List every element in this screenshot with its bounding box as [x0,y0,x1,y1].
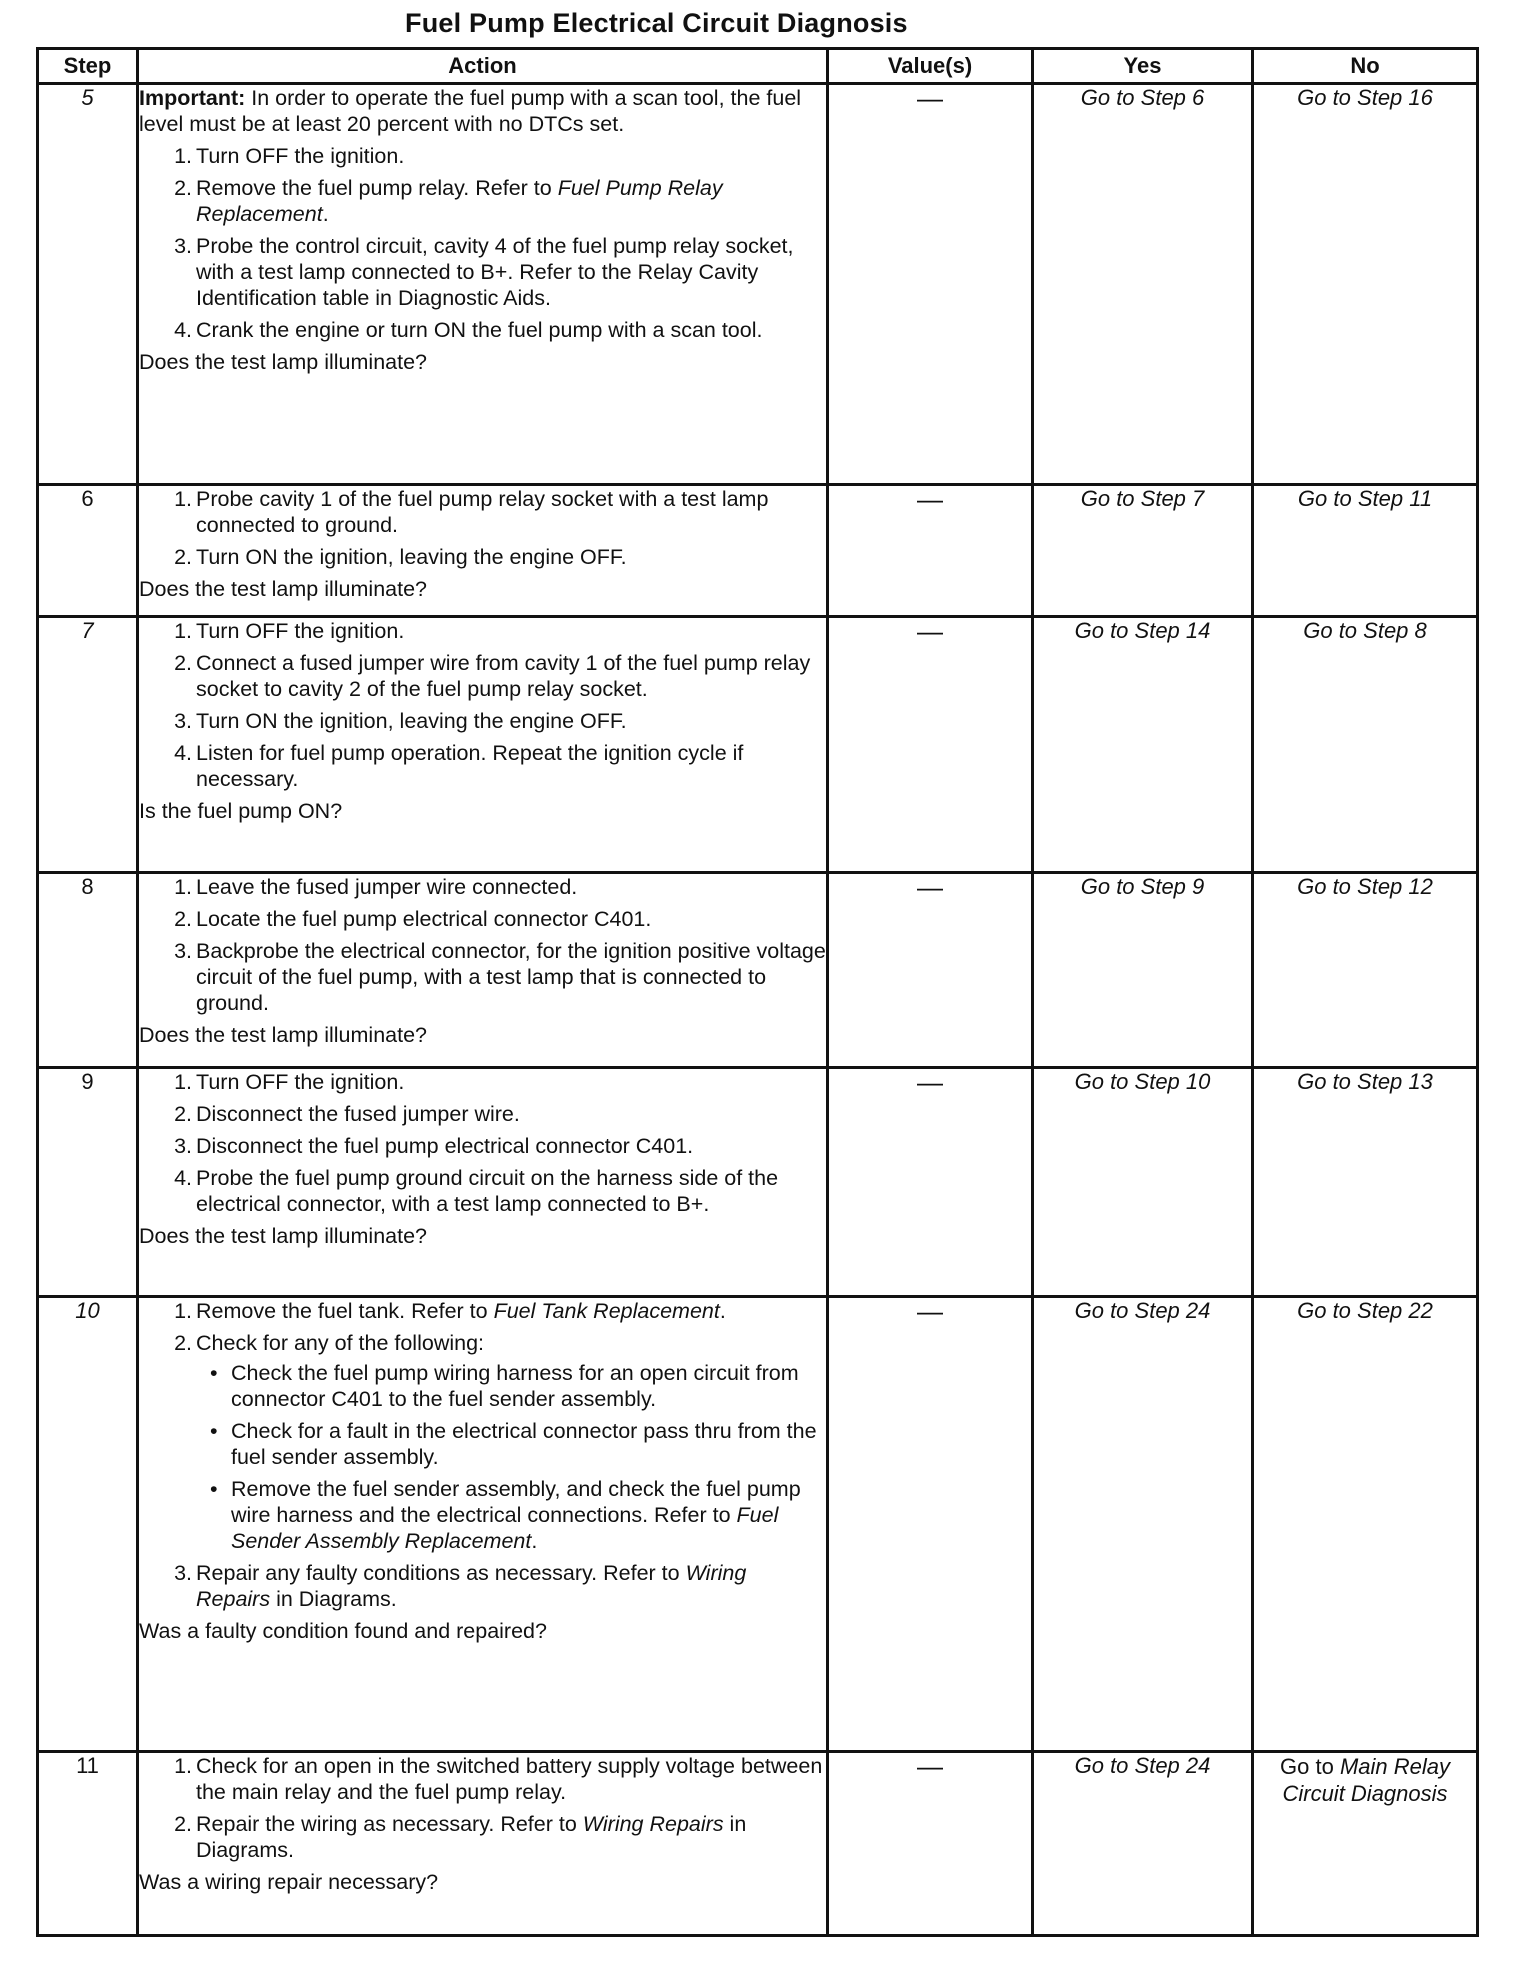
procedure-item [139,1133,826,1159]
value-cell: — [828,84,1033,485]
text-run: . [719,1299,726,1323]
important-note [139,85,826,137]
procedure-item [139,938,826,1016]
item-number: 1. [174,1070,192,1094]
reference-title: Fuel Pump Relay Replacement [196,176,723,226]
item-text [196,1299,726,1323]
value-cell: — [828,1297,1033,1752]
no-link[interactable]: Go to Step 11 [1253,485,1478,617]
text-run: Remove the fuel sender assembly, and check the fuel pump wire harness and the electrical connections. Refer to [231,1477,801,1527]
text-run: Locate the fuel pump electrical connector C401. [196,907,652,931]
procedure-list [139,143,826,343]
text-run: Disconnect the fuel pump electrical connector C401. [196,1134,694,1158]
procedure-item [139,708,826,734]
action-cell [138,1297,828,1752]
diagnosis-table [36,47,1479,1937]
table-row [38,1068,1478,1297]
procedure-list [139,1298,826,1612]
action-cell [138,84,828,485]
text-run: Leave the fused jumper wire connected. [196,875,578,899]
no-link[interactable]: Go to Step 13 [1253,1068,1478,1297]
action-cell [138,873,828,1068]
text-run: . [531,1529,538,1553]
question-text: Does the test lamp illuminate? [139,577,428,601]
text-run: Disconnect the fused jumper wire. [196,1102,520,1126]
text-run: Repair the wiring as necessary. Refer to [196,1812,583,1836]
text-run: Turn ON the ignition, leaving the engine OFF. [196,709,627,733]
item-number: 2. [174,1812,192,1836]
column-header-action: Action [138,49,828,84]
procedure-item [139,1069,826,1095]
item-text [196,741,743,791]
item-text [196,487,768,537]
item-number: 2. [174,907,192,931]
text-run: in Diagrams. [196,1812,747,1862]
yes-link[interactable]: Go to Step 24 [1033,1297,1253,1752]
procedure-item [139,317,826,343]
check-item [196,1360,826,1412]
text-run: Remove the fuel pump relay. Refer to [196,176,558,200]
item-text [196,1812,746,1862]
text-run: Check for an open in the switched battery supply voltage between the main relay and the fuel pump relay. [196,1754,823,1804]
item-text [196,1134,693,1158]
procedure-list [139,874,826,1016]
procedure-list [139,1753,826,1863]
text-run: Repair any faulty conditions as necessary. Refer to [196,1561,686,1585]
item-text [196,545,627,569]
text-run: Go to [1280,1754,1340,1779]
action-cell [138,1752,828,1936]
item-text [196,234,794,310]
reference-title: Main Relay Circuit Diagnosis [1282,1754,1450,1806]
procedure-item [139,1811,826,1863]
text-run: Remove the fuel tank. Refer to [196,1299,494,1323]
item-text [196,1166,778,1216]
item-text [196,709,627,733]
text-run: Turn OFF the ignition. [196,1070,405,1094]
action-cell [138,485,828,617]
step-number: 6 [38,485,138,617]
no-link[interactable]: Go to Step 22 [1253,1297,1478,1752]
procedure-item [139,1298,826,1324]
procedure-list [139,486,826,570]
table-row [38,617,1478,873]
item-text [196,651,810,701]
important-text: In order to operate the fuel pump with a scan tool, the fuel level must be at least 20 percent with no DTCs set. [139,86,802,136]
column-header-values: Value(s) [828,49,1033,84]
column-header-yes: Yes [1033,49,1253,84]
table-row [38,485,1478,617]
item-text [196,1561,746,1611]
procedure-item [139,1101,826,1127]
table-header-row [38,49,1478,84]
step-number: 7 [38,617,138,873]
item-number: 3. [174,709,192,733]
item-number: 2. [174,1331,192,1355]
step-number: 11 [38,1752,138,1936]
yes-link[interactable]: Go to Step 10 [1033,1068,1253,1297]
item-text [196,1754,822,1804]
procedure-item [139,544,826,570]
step-number: 10 [38,1297,138,1752]
text-run: Listen for fuel pump operation. Repeat the ignition cycle if necessary. [196,741,744,791]
item-number: 1. [174,875,192,899]
value-cell: — [828,1068,1033,1297]
procedure-item [139,175,826,227]
reference-title: Wiring Repairs [196,1561,747,1611]
check-item [196,1418,826,1470]
page-title: Fuel Pump Electrical Circuit Diagnosis [405,8,908,38]
item-text [196,176,723,226]
question-text: Does the test lamp illuminate? [139,350,428,374]
yes-link[interactable]: Go to Step 14 [1033,617,1253,873]
procedure-item [139,486,826,538]
text-run: Connect a fused jumper wire from cavity 1 of the fuel pump relay socket to cavity 2 of the fuel pump relay socket. [196,651,811,701]
text-run: Check for a fault in the electrical connector pass thru from the fuel sender assembly. [231,1419,817,1469]
item-number: 3. [174,939,192,963]
table-row [38,84,1478,485]
item-number: 2. [174,176,192,200]
check-list [196,1360,826,1554]
yes-link[interactable]: Go to Step 6 [1033,84,1253,485]
value-cell: — [828,617,1033,873]
table-row [38,1752,1478,1936]
step-number: 5 [38,84,138,485]
item-number: 4. [174,1166,192,1190]
item-text [196,318,762,342]
question-text: Does the test lamp illuminate? [139,1224,428,1248]
procedure-list [139,618,826,792]
text-run: Backprobe the electrical connector, for the ignition positive voltage circuit of the fuel pump, with a test lamp that is connected to ground. [196,939,826,1015]
value-cell: — [828,1752,1033,1936]
text-run: Turn ON the ignition, leaving the engine OFF. [196,545,627,569]
item-number: 4. [174,741,192,765]
yes-link[interactable]: Go to Step 24 [1033,1752,1253,1936]
yes-link[interactable]: Go to Step 9 [1033,873,1253,1068]
important-label: Important: [139,86,246,110]
table-body [38,84,1478,1936]
item-text [196,875,577,899]
procedure-item [139,874,826,900]
item-number: 1. [174,487,192,511]
procedure-item [139,618,826,644]
text-run: . [322,202,329,226]
item-number: 1. [174,619,192,643]
text-run: Check for any of the following: [196,1331,485,1355]
text-run: Probe cavity 1 of the fuel pump relay socket with a test lamp connected to ground. [196,487,769,537]
no-link[interactable]: Go to Step 8 [1253,617,1478,873]
text-run: Probe the fuel pump ground circuit on the harness side of the electrical connector, with a test lamp connected to B+. [196,1166,779,1216]
step-number: 8 [38,873,138,1068]
reference-title: Wiring Repairs [582,1812,724,1836]
procedure-item [139,1560,826,1612]
check-item [196,1476,826,1554]
item-number: 4. [174,318,192,342]
item-number: 1. [174,1754,192,1778]
table-row [38,1297,1478,1752]
no-link[interactable] [1253,1752,1478,1936]
item-text [196,1331,484,1355]
text-run: in Diagrams. [270,1587,397,1611]
procedure-item [139,650,826,702]
item-number: 2. [174,545,192,569]
procedure-item [139,740,826,792]
procedure-item [139,233,826,311]
item-number: 1. [174,1299,192,1323]
column-header-step: Step [38,49,138,84]
no-link[interactable]: Go to Step 12 [1253,873,1478,1068]
step-number: 9 [38,1068,138,1297]
item-text [196,1070,404,1094]
action-cell [138,1068,828,1297]
procedure-item [139,906,826,932]
procedure-item [139,1753,826,1805]
table-row [38,873,1478,1068]
yes-link[interactable]: Go to Step 7 [1033,485,1253,617]
question-text: Does the test lamp illuminate? [139,1023,428,1047]
question-text: Is the fuel pump ON? [139,799,343,823]
reference-title: Fuel Sender Assembly Replacement [231,1503,779,1553]
no-link[interactable]: Go to Step 16 [1253,84,1478,485]
item-number: 3. [174,234,192,258]
value-cell: — [828,485,1033,617]
item-text [196,619,404,643]
item-text [196,1102,520,1126]
question-text: Was a wiring repair necessary? [139,1870,439,1894]
text-run: Turn OFF the ignition. [196,619,405,643]
reference-title: Fuel Tank Replacement [493,1299,720,1323]
procedure-item [139,1165,826,1217]
item-text [196,144,404,168]
item-number: 1. [174,144,192,168]
text-run: Turn OFF the ignition. [196,144,405,168]
procedure-item [139,143,826,169]
text-run: Crank the engine or turn ON the fuel pump with a scan tool. [196,318,763,342]
procedure-item [139,1330,826,1554]
item-number: 2. [174,651,192,675]
text-run: Probe the control circuit, cavity 4 of the fuel pump relay socket, with a test lamp connected to B+. Refer to the Relay Cavity Identification table in Diagnostic Aids. [196,234,794,310]
item-number: 3. [174,1561,192,1585]
question-text: Was a faulty condition found and repaired? [139,1619,547,1643]
procedure-list [139,1069,826,1217]
text-run: Check the fuel pump wiring harness for an open circuit from connector C401 to the fuel sender assembly. [231,1361,799,1411]
column-header-no: No [1253,49,1478,84]
item-text [196,907,651,931]
item-number: 3. [174,1134,192,1158]
item-number: 2. [174,1102,192,1126]
action-cell [138,617,828,873]
value-cell: — [828,873,1033,1068]
item-text [196,939,826,1015]
